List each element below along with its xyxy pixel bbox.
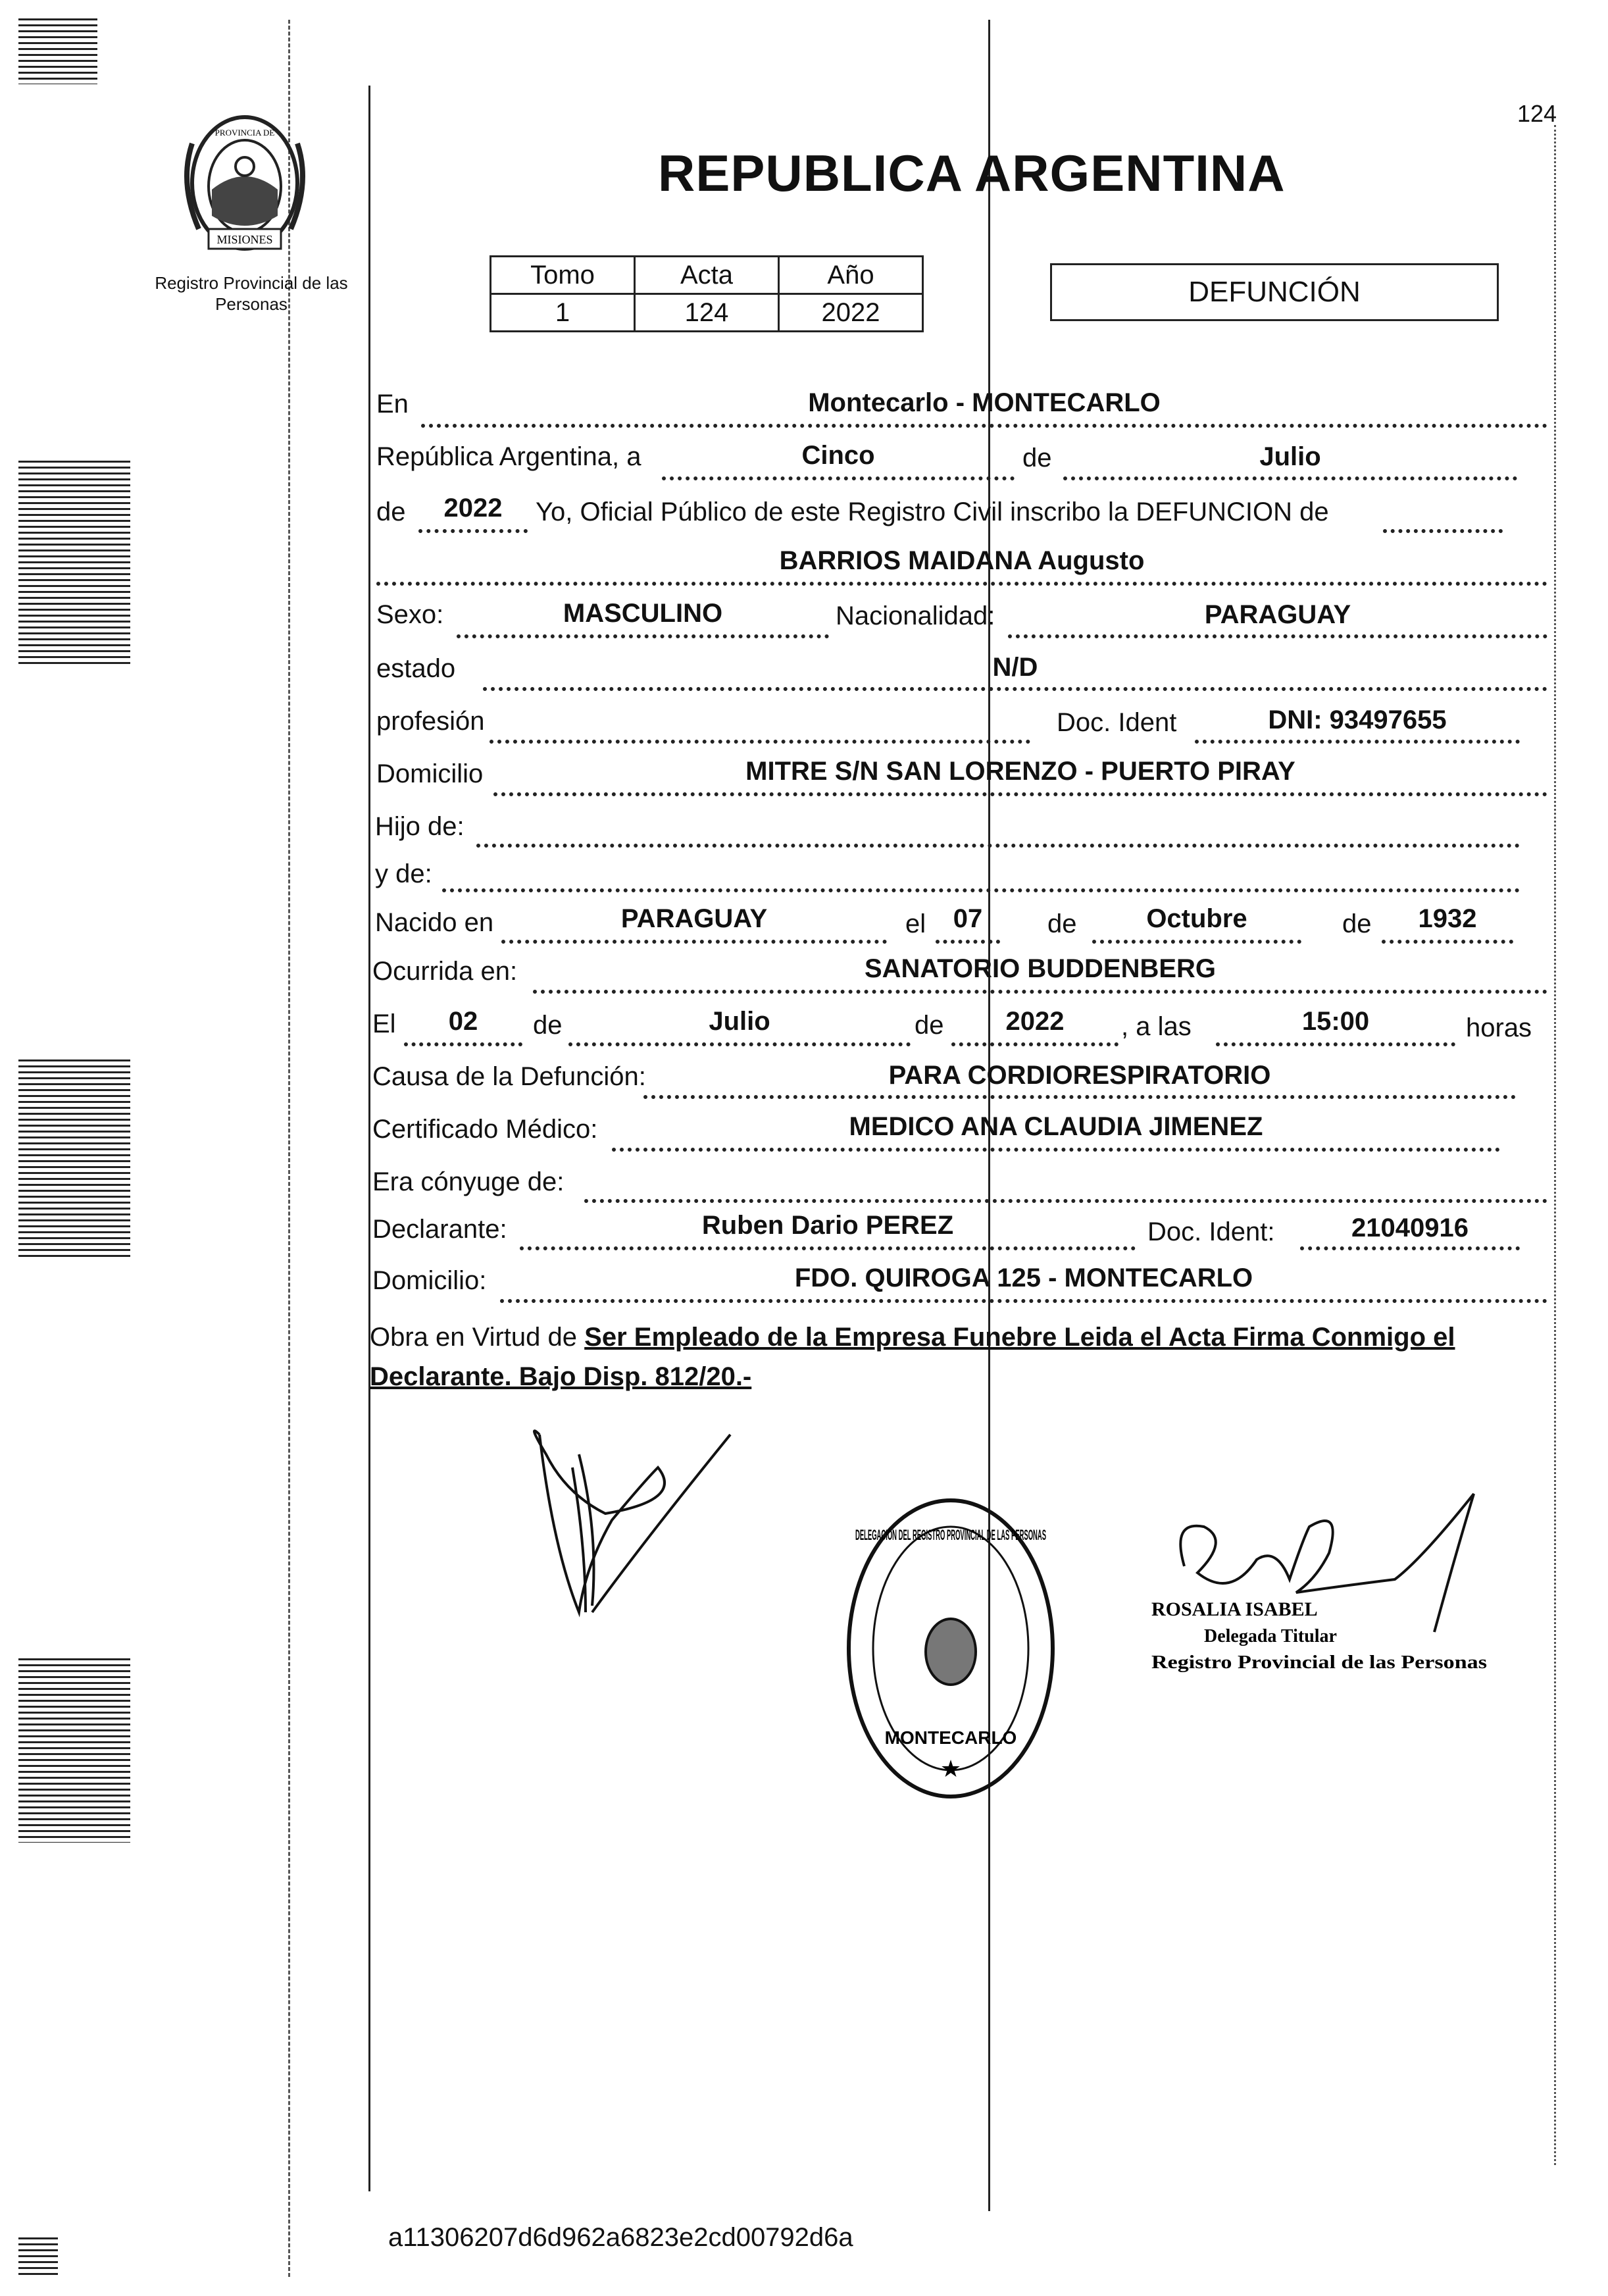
dotted-line <box>500 1299 1547 1303</box>
de-label: de <box>1342 909 1372 938</box>
registry-name: Registro Provincial de las Personas <box>155 273 348 314</box>
doc-value: DNI: 93497655 <box>1268 705 1447 734</box>
dotted-line <box>421 424 1547 428</box>
dotted-line <box>376 582 1547 586</box>
de-label: de <box>376 497 406 526</box>
obra-label: Obra en Virtud de <box>370 1323 578 1352</box>
table-header-tomo: Tomo <box>491 257 635 294</box>
dotted-line <box>476 844 1520 848</box>
ocurrida-value: SANATORIO BUDDENBERG <box>864 954 1217 983</box>
right-margin-line <box>1554 125 1556 2165</box>
birth-day-value: 07 <box>953 904 983 933</box>
profesion-label: profesión <box>376 707 485 736</box>
conyuge-label: Era cónyuge de: <box>372 1167 565 1196</box>
dotted-line <box>1300 1246 1520 1250</box>
official-office: Registro Provincial de las Personas <box>1151 1652 1488 1673</box>
dotted-line <box>568 1042 911 1046</box>
sexo-label: Sexo: <box>376 600 444 629</box>
domicilio2-value: FDO. QUIROGA 125 - MONTECARLO <box>794 1263 1253 1292</box>
declarante-label: Declarante: <box>372 1215 507 1244</box>
domicilio2-label: Domicilio: <box>372 1266 487 1295</box>
dotted-line <box>490 740 1030 744</box>
official-stamp <box>842 1494 1059 1803</box>
declarante-value: Ruben Dario PEREZ <box>701 1211 954 1240</box>
en-label: En <box>376 390 409 419</box>
death-month-value: Julio <box>709 1007 770 1036</box>
republica-label: República Argentina, a <box>376 442 641 471</box>
stamp-outer-text: DELEGACION DEL REGISTRO PROVINCIAL DE LAS PERSONAS <box>855 1527 1046 1543</box>
deceased-name: BARRIOS MAIDANA Augusto <box>779 546 1145 575</box>
death-day-value: 02 <box>448 1007 478 1036</box>
left-margin-line <box>368 86 370 2191</box>
register-table <box>490 255 924 332</box>
page-number: 124 <box>1517 100 1557 127</box>
estado-label: estado <box>376 654 456 683</box>
dotted-line <box>493 792 1547 796</box>
de-label: de <box>1022 444 1052 472</box>
dotted-line <box>501 940 887 944</box>
dotted-line <box>662 476 1015 480</box>
cert-value: MEDICO ANA CLAUDIA JIMENEZ <box>849 1112 1263 1141</box>
scan-artifact-2 <box>18 1059 130 1257</box>
doc-label: Doc. Ident <box>1057 708 1177 737</box>
scan-artifact-3 <box>18 1658 130 1843</box>
estado-value: N/D <box>992 653 1038 682</box>
hijo-label: Hijo de: <box>375 812 465 841</box>
nacionalidad-label: Nacionalidad: <box>836 601 995 630</box>
obra-value: Ser Empleado de la Empresa Funebre Leida el Acta Firma Conmigo el Declarante. Bajo Disp. 812/20.- <box>370 1323 1455 1391</box>
doc2-value: 21040916 <box>1351 1213 1469 1242</box>
nacido-label: Nacido en <box>375 908 494 937</box>
dotted-line <box>1216 1042 1455 1046</box>
causa-label: Causa de la Defunción: <box>372 1062 646 1091</box>
stamp-inner-text: MONTECARLO <box>884 1727 1017 1748</box>
time-value: 15:00 <box>1301 1007 1370 1036</box>
dotted-line <box>418 529 528 533</box>
emblem-text-bottom: MISIONES <box>216 233 273 246</box>
scan-artifact-1 <box>18 461 130 665</box>
death-year-value: 2022 <box>1005 1007 1065 1036</box>
statement-text: Yo, Oficial Público de este Registro Civil inscribo la DEFUNCION de <box>536 497 1329 526</box>
dotted-line <box>643 1095 1516 1099</box>
el-label: el <box>905 909 926 938</box>
dotted-line <box>1063 476 1517 480</box>
birth-year-value: 1932 <box>1418 904 1477 933</box>
yde-label: y de: <box>375 859 432 888</box>
sexo-value: MASCULINO <box>563 599 723 628</box>
year-value: 2022 <box>443 494 503 523</box>
emblem-text-top: PROVINCIA DE <box>214 128 275 138</box>
dotted-line <box>520 1246 1136 1250</box>
ocurrida-label: Ocurrida en: <box>372 957 518 986</box>
declarant-signature <box>513 1415 750 1639</box>
dotted-line <box>936 940 1000 944</box>
day-words-value: Cinco <box>801 441 875 470</box>
obra-paragraph <box>370 1317 1547 1396</box>
svg-text:★: ★ <box>940 1756 962 1783</box>
dotted-line <box>483 687 1547 691</box>
birth-month-value: Octubre <box>1146 904 1247 933</box>
page-title: REPUBLICA ARGENTINA <box>658 144 1286 202</box>
de-label: de <box>915 1011 944 1040</box>
el2-label: El <box>372 1009 396 1038</box>
alas-label: , a las <box>1121 1012 1192 1041</box>
causa-value: PARA CORDIORESPIRATORIO <box>888 1061 1271 1090</box>
dotted-line <box>404 1042 522 1046</box>
table-header-ano: Año <box>779 257 923 294</box>
province-emblem <box>172 104 317 262</box>
official-signature <box>1145 1481 1500 1698</box>
table-cell-ano: 2022 <box>779 294 923 332</box>
domicilio-value: MITRE S/N SAN LORENZO - PUERTO PIRAY <box>745 757 1295 786</box>
left-fold-line <box>288 20 290 2277</box>
official-title: Delegada Titular <box>1204 1626 1337 1646</box>
de-label: de <box>1047 909 1077 938</box>
table-header-acta: Acta <box>635 257 779 294</box>
nacido-value: PARAGUAY <box>620 904 768 933</box>
dotted-line <box>584 1199 1547 1203</box>
dotted-line <box>457 634 829 638</box>
dotted-line <box>533 990 1547 994</box>
place-value: Montecarlo - MONTECARLO <box>808 388 1161 417</box>
doc2-label: Doc. Ident: <box>1147 1217 1275 1246</box>
dotted-line <box>1383 529 1503 533</box>
record-type-box: DEFUNCIÓN <box>1050 263 1499 321</box>
dotted-line <box>1092 940 1301 944</box>
domicilio-label: Domicilio <box>376 759 484 788</box>
official-name: ROSALIA ISABEL <box>1151 1598 1318 1620</box>
nacionalidad-value: PARAGUAY <box>1204 600 1351 629</box>
document-hash: a11306207d6d962a6823e2cd00792d6a <box>388 2223 853 2252</box>
month-value: Julio <box>1259 442 1321 471</box>
dotted-line <box>1382 940 1513 944</box>
cert-label: Certificado Médico: <box>372 1115 598 1144</box>
dotted-line <box>1195 740 1520 744</box>
de-label: de <box>533 1011 563 1040</box>
dotted-line <box>1008 634 1547 638</box>
table-cell-tomo: 1 <box>491 294 635 332</box>
horas-label: horas <box>1466 1013 1532 1042</box>
scan-artifact-top <box>18 18 97 84</box>
dotted-line <box>442 888 1520 892</box>
table-cell-acta: 124 <box>635 294 779 332</box>
scan-artifact-bottom <box>18 2237 58 2277</box>
dotted-line <box>612 1148 1500 1152</box>
dotted-line <box>951 1042 1118 1046</box>
